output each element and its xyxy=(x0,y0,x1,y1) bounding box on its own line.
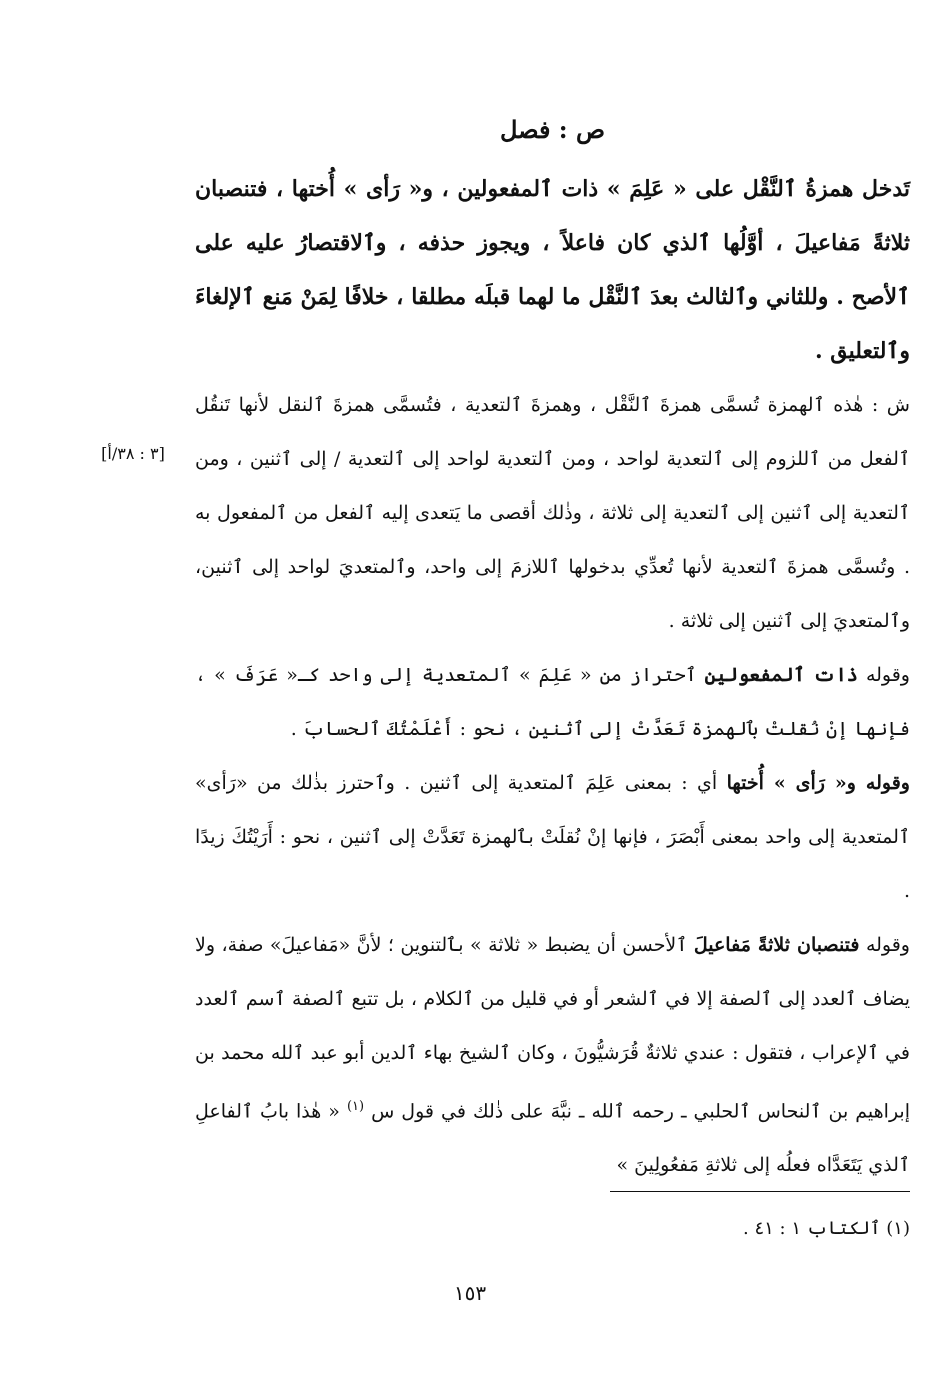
para2-intro: وقوله xyxy=(865,664,910,686)
para2-text: ٱحتراز من « عَلِمَ » ٱلمتعدية إلى واحد كـ« عَرَفَ » ، فإنها إنْ نُقلتْ بٱلهمزة تَعَدَّتْ إلى ٱثنين ، نحو : أَعْلَمْتُكَ ٱلحسابَ . xyxy=(195,664,910,740)
para2-quoted-term: ذات ٱلمفعولين xyxy=(704,664,858,686)
section-heading: ص : فصل xyxy=(499,115,606,144)
para4-quoted-term: فتنصبان ثلاثةً مَفاعيلَ xyxy=(693,934,860,956)
para3-text: أي : بمعنى عَلِمَ ٱلمتعدية إلى ٱثنين . وٱحترز بذٰلك من «رَأى» ٱلمتعدية إلى واحد بمعنى أَبْصَرَ ، فإنها إنْ نُقلَتْ بٱلهمزة تَعَدَّتْ إلى ٱثنين ، نحو : أَرَيْتُكَ زيدًا . xyxy=(195,772,910,902)
sharh-paragraph-1: ش : هٰذه ٱلهمزة تُسمَّى همزةَ ٱلنَّقْل ، وهمزةَ ٱلتعدية ، فتُسمَّى همزةَ ٱلنقل لأنها تَنقُل ٱلفعل من ٱللزوم إلى ٱلتعدية لواحد ، ومن ٱلتعدية لواحد إلى ٱلتعدية / إلى ٱثنين ، ومن ٱلتعدية إلى ٱثنين إلى ٱلتعدية إلى ثلاثة ، وذٰلك أقصى ما يَتعدى إليه ٱلفعل من ٱلمفعول به . وتُسمَّى همزةَ ٱلتعدية لأنها تُعدِّي بدخولها ٱللازمَ إلى واحد، وٱلمتعديَ لواحد إلى ٱثنين، وٱلمتعديَ إلى ٱثنين إلى ثلاثة . xyxy=(195,394,910,632)
sharh-paragraph-2 xyxy=(195,648,910,756)
matn-text: تَدخل همزةُ ٱلنَّقْل على « عَلِمَ » ذات ٱلمفعولين ، و« رَأى » أُختها ، فتنصبان ثلاثةً مَفاعيلَ ، أوَّلُها ٱلذي كان فاعلاً ، ويجوز حذفه ، وٱلاقتصارُ عليه على ٱلأصح . وللثاني وٱلثالث بعدَ ٱلنَّقْل ما لهما قبلَه مطلقا ، خلافًا لِمَنْ مَنع ٱلإلغاءَ وٱلتعليق . xyxy=(195,176,910,364)
footnote-separator xyxy=(610,1191,910,1192)
page-number: ١٥٣ xyxy=(453,1281,487,1305)
margin-reference: [٣ : ٣٨/أ] xyxy=(101,444,165,463)
footnote-marker: (١) xyxy=(346,1099,365,1114)
sharh-paragraph-4 xyxy=(195,918,910,1192)
para4-quotation: « هٰذا بابُ ٱلفاعلِ ٱلذي يَتَعَدَّاه فعلُه إلى ثلاثةِ مَفعُولِينَ » xyxy=(195,1100,910,1177)
sharh-paragraph-3 xyxy=(195,756,910,918)
para4-intro: وقوله xyxy=(865,934,910,956)
para3-quoted-term: وقوله و« رَأى » أُختها xyxy=(726,772,910,794)
footnote: (١) ٱلكتاب ١ : ٤١ . xyxy=(743,1218,910,1239)
para4-text: ٱلأحسن أن يضبط « ثلاثة » بٱلتنوين ؛ لأنَّ «مَفاعيلَ» صفة، ولا يضاف ٱلعدد إلى ٱلصفة إلا في ٱلشعر أو في قليل من ٱلكلام ، بل تتبع ٱلصفة ٱسم ٱلعدد في ٱلإعراب ، فتقول : عندي ثلاثةٌ قُرَشيُّونَ ، وكان ٱلشيخ بهاء ٱلدين أبو عبد ٱلله محمد بن إبراهيم بن ٱلنحاس ٱلحلبي ـ رحمه ٱلله ـ نبَّهَ على ذٰلك في قول س xyxy=(195,934,910,1123)
